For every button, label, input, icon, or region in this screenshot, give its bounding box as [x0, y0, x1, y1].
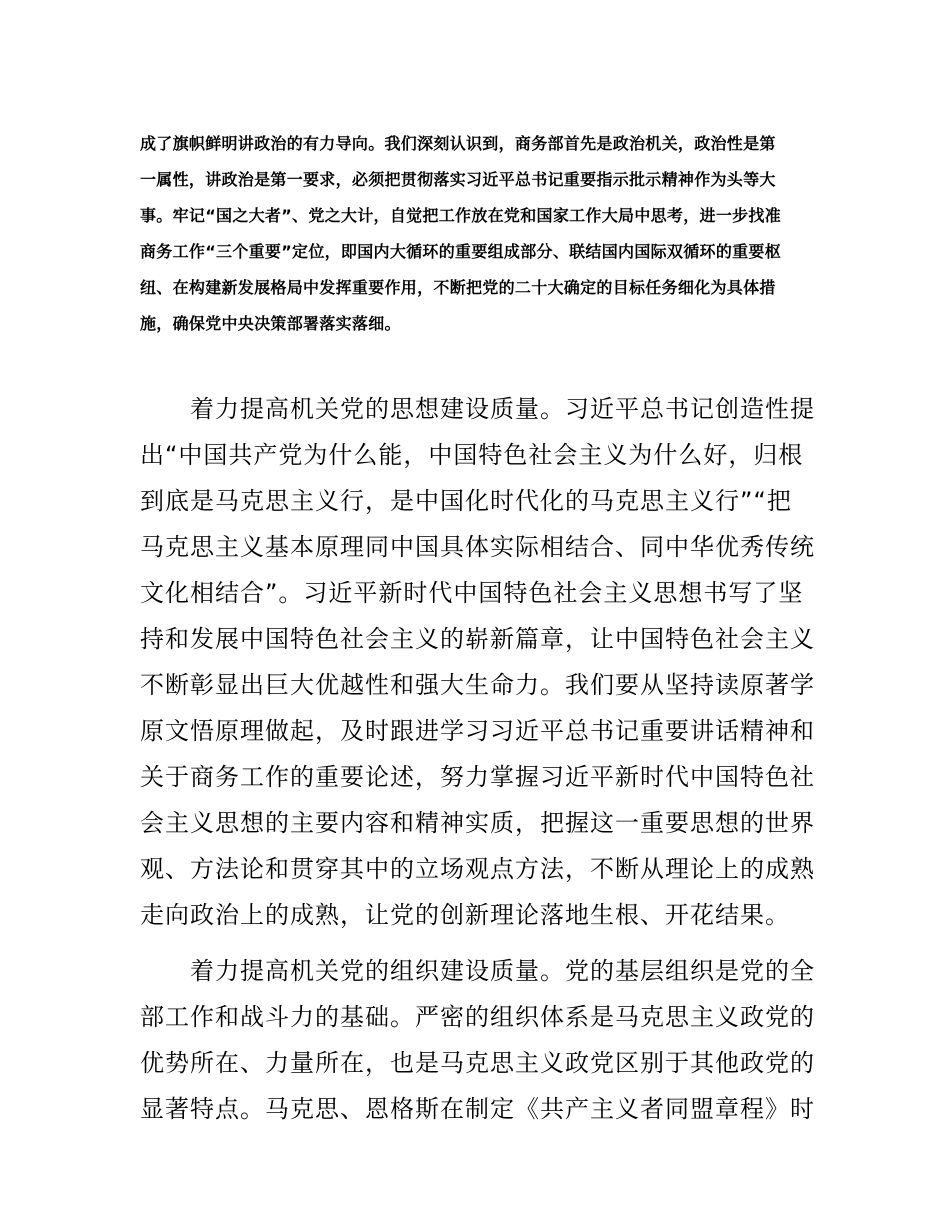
text-line: 马克思主义基本原理同中国具体实际相结合、同中华优秀传统 [140, 533, 815, 561]
text-line: 到底是马克思主义行，是中国化时代化的马克思主义行”“把 [140, 487, 792, 515]
text-line: 会主义思想的主要内容和精神实质，把握这一重要思想的世界 [140, 809, 815, 837]
text-line: 关于商务工作的重要论述，努力掌握习近平新时代中国特色社 [140, 763, 815, 791]
text-line: 事。牢记“国之大者”、党之大计，自觉把工作放在党和国家工作大局中思考，进一步找准 [140, 206, 782, 225]
text-line: 原文悟原理做起，及时跟进学习习近平总书记重要讲话精神和 [140, 717, 815, 745]
text-line: 走向政治上的成熟，让党的创新理论落地生根、开花结果。 [140, 901, 790, 929]
text-line: 施，确保党中央决策部署落实落细。 [140, 314, 401, 333]
text-line: 一属性，讲政治是第一要求，必须把贯彻落实习近平总书记重要指示批示精神作为头等大 [140, 170, 776, 189]
text-line: 商务工作“三个重要”定位，即国内大循环的重要组成部分、联结国内国际双循环的重要枢 [140, 242, 782, 261]
main-body [140, 386, 815, 1132]
text-line: 文化相结合”。习近平新时代中国特色社会主义思想书写了坚 [140, 579, 804, 607]
text-line: 部工作和战斗力的基础。严密的组织体系是马克思主义政党的 [140, 1003, 815, 1031]
text-line: 出“中国共产党为什么能，中国特色社会主义为什么好，归根 [140, 441, 804, 469]
paragraph-organization [140, 948, 815, 1132]
text-line: 观、方法论和贯穿其中的立场观点方法，不断从理论上的成熟 [140, 855, 815, 883]
paragraph-thought [140, 386, 815, 938]
text-line: 持和发展中国特色社会主义的崭新篇章，让中国特色社会主义 [140, 625, 815, 653]
text-line: 优势所在、力量所在，也是马克思主义政党区别于其他政党的 [140, 1049, 815, 1077]
text-line: 着力提高机关党的组织建设质量。党的基层组织是党的全 [190, 957, 815, 985]
paragraph-intro [140, 126, 812, 342]
text-line: 显著特点。马克思、恩格斯在制定《共产主义者同盟章程》时 [140, 1095, 815, 1123]
text-line: 纽、在构建新发展格局中发挥重要作用，不断把党的二十大确定的目标任务细化为具体措 [140, 278, 776, 297]
paragraph-gap [140, 938, 812, 948]
text-line: 不断彰显出巨大优越性和强大生命力。我们要从坚持读原著学 [140, 671, 815, 699]
text-line: 成了旗帜鲜明讲政治的有力导向。我们深刻认识到，商务部首先是政治机关，政治性是第 [140, 134, 776, 153]
text-line: 着力提高机关党的思想建设质量。习近平总书记创造性提 [190, 395, 815, 423]
